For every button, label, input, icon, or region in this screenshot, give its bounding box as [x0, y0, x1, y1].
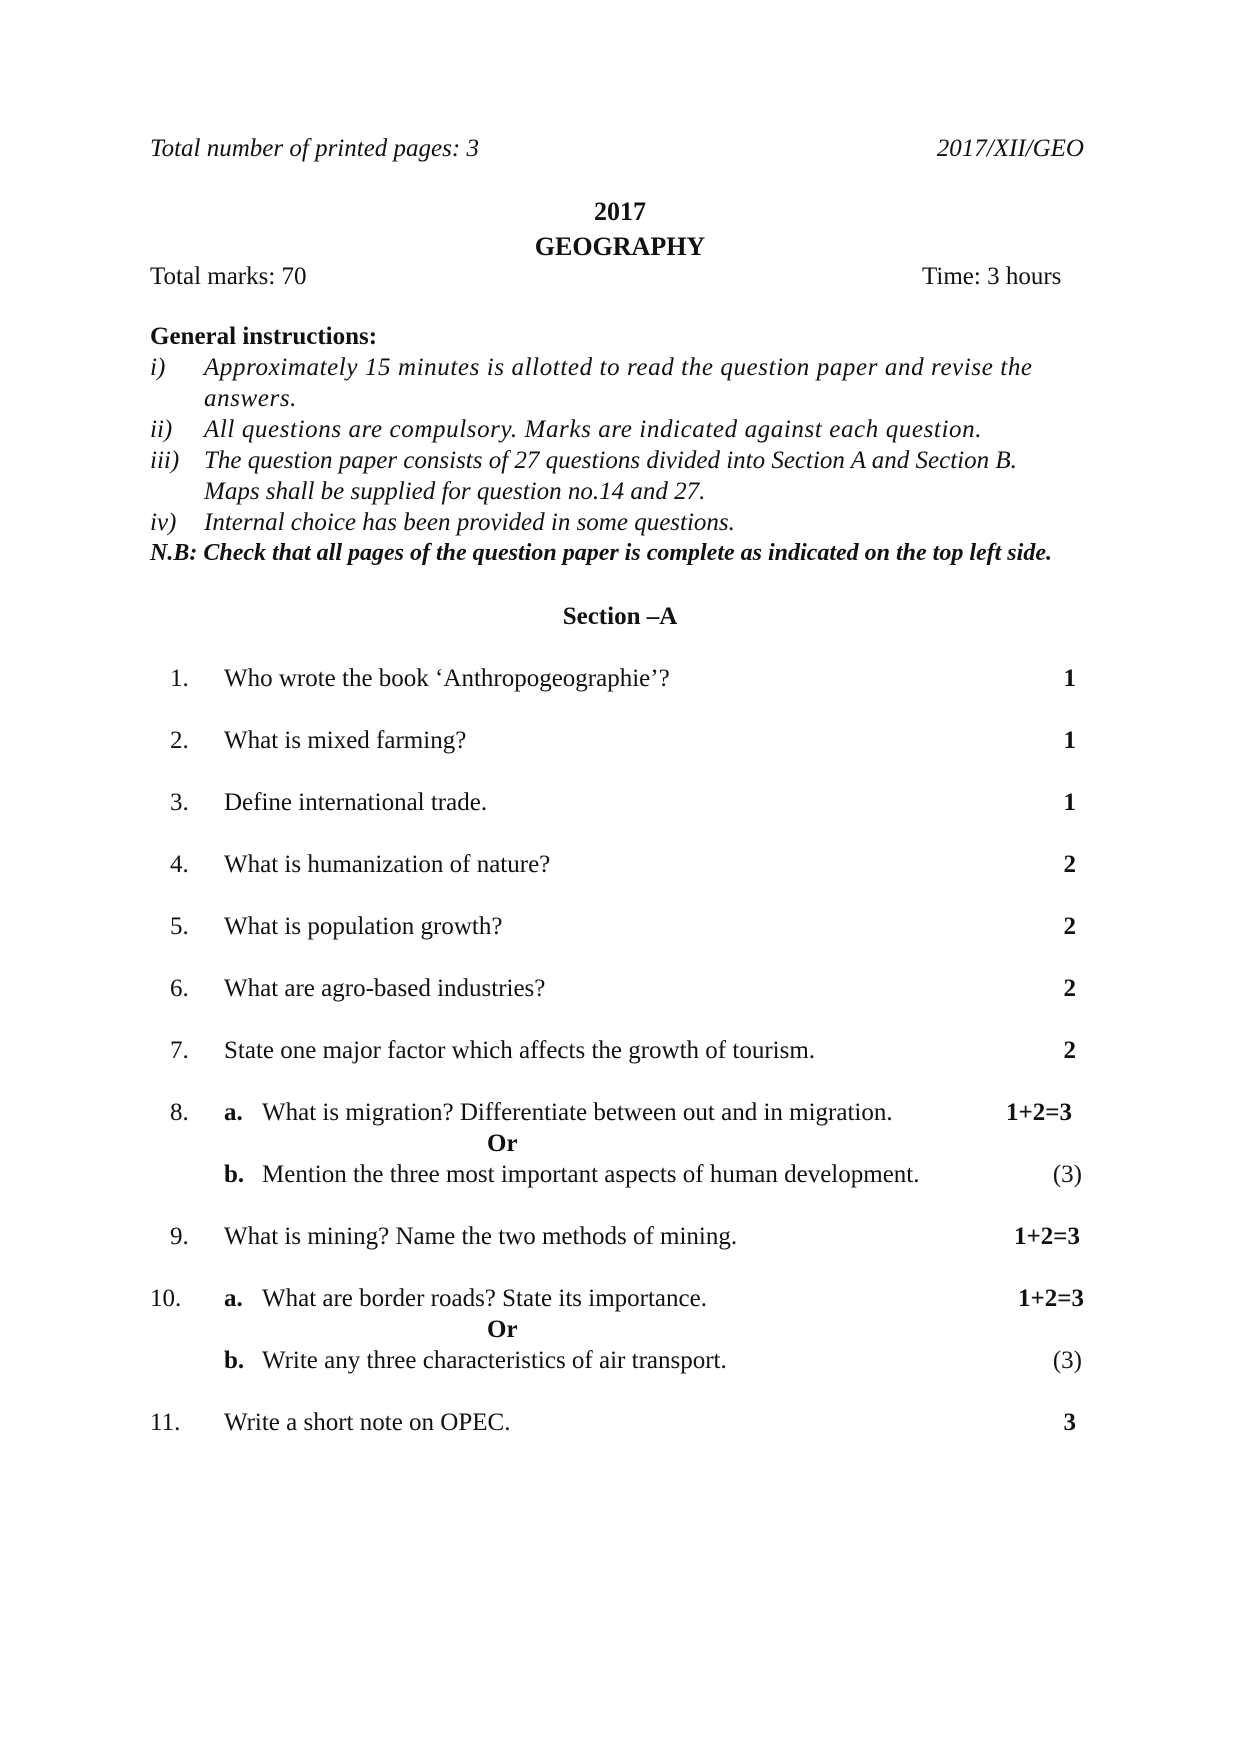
option-b-text: Write any three characteristics of air transport. [262, 1347, 727, 1374]
question-marks: 2 [1063, 913, 1076, 940]
question-number: 5. [170, 913, 189, 940]
instruction-text: All questions are compulsory. Marks are indicated against each question. [204, 416, 983, 443]
or-separator: Or [487, 1130, 518, 1157]
question-text: Write a short note on OPEC. [224, 1409, 511, 1436]
option-a-label: a. [224, 1285, 243, 1312]
question-text: What are agro-based industries? [224, 975, 546, 1002]
instruction-number: ii) [150, 416, 173, 443]
option-a-label: a. [224, 1099, 243, 1126]
question-number: 7. [170, 1037, 189, 1064]
question-number: 6. [170, 975, 189, 1002]
exam-subject: GEOGRAPHY [534, 232, 706, 261]
question-marks: 1 [1063, 665, 1076, 692]
instruction-text: The question paper consists of 27 questions divided into Section A and Section B. [204, 447, 1017, 474]
question-marks: 2 [1063, 851, 1076, 878]
instructions-heading: General instructions: [150, 323, 378, 350]
question-number: 4. [170, 851, 189, 878]
total-marks: Total marks: 70 [150, 263, 307, 290]
question-number: 2. [170, 727, 189, 754]
option-a-text: What is migration? Differentiate between out and in migration. [262, 1099, 893, 1126]
question-number: 10. [150, 1285, 182, 1312]
option-a-marks: 1+2=3 [1018, 1285, 1084, 1312]
exam-time: Time: 3 hours [922, 263, 1062, 290]
question-number: 11. [150, 1409, 181, 1436]
question-text: What is population growth? [224, 913, 503, 940]
option-a-text: What are border roads? State its importance. [262, 1285, 707, 1312]
question-marks: 1 [1063, 789, 1076, 816]
question-text: Define international trade. [224, 789, 488, 816]
option-b-text: Mention the three most important aspects of human development. [262, 1161, 920, 1188]
question-number: 3. [170, 789, 189, 816]
question-number: 8. [170, 1099, 189, 1126]
question-number: 9. [170, 1223, 189, 1250]
option-b-marks: (3) [1052, 1347, 1082, 1374]
option-b-marks: (3) [1052, 1161, 1082, 1188]
instruction-number: iv) [150, 509, 177, 536]
question-marks: 1+2=3 [1014, 1223, 1080, 1250]
question-text: Who wrote the book ‘Anthropogeographie’? [224, 665, 670, 692]
question-number: 1. [170, 665, 189, 692]
exam-year: 2017 [594, 197, 646, 226]
instruction-text-continued: answers. [204, 385, 298, 412]
question-text: What is mixed farming? [224, 727, 467, 754]
question-text: State one major factor which affects the growth of tourism. [224, 1037, 816, 1064]
question-marks: 2 [1063, 1037, 1076, 1064]
printed-pages-note: Total number of printed pages: 3 [150, 135, 479, 162]
instruction-number: i) [150, 354, 166, 381]
or-separator: Or [487, 1316, 518, 1343]
question-text: What is humanization of nature? [224, 851, 551, 878]
instruction-text-continued: Maps shall be supplied for question no.14 and 27. [204, 478, 706, 505]
nb-note: N.B: Check that all pages of the question paper is complete as indicated on the top left side. [150, 540, 1052, 566]
question-marks: 2 [1063, 975, 1076, 1002]
instruction-text: Approximately 15 minutes is allotted to read the question paper and revise the [204, 354, 1033, 381]
instruction-number: iii) [150, 447, 180, 474]
option-b-label: b. [224, 1347, 245, 1374]
option-a-marks: 1+2=3 [1006, 1099, 1072, 1126]
question-text: What is mining? Name the two methods of mining. [224, 1223, 738, 1250]
option-b-label: b. [224, 1161, 245, 1188]
instruction-text: Internal choice has been provided in some questions. [204, 509, 735, 536]
section-a-heading: Section –A [562, 603, 678, 630]
paper-code: 2017/XII/GEO [936, 135, 1084, 162]
question-marks: 3 [1063, 1409, 1076, 1436]
question-marks: 1 [1063, 727, 1076, 754]
